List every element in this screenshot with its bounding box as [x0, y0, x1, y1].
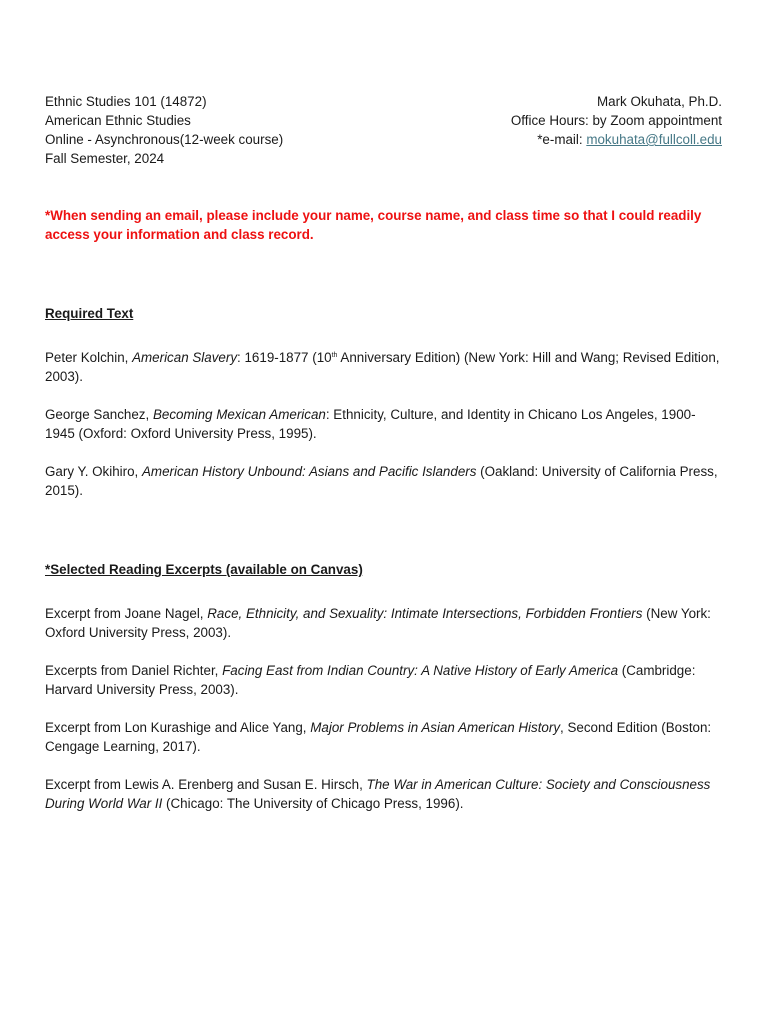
- syllabus-page: [45, 92, 722, 813]
- entry-author: Excerpt from Joane Nagel,: [45, 606, 208, 621]
- email-line: [511, 130, 722, 149]
- entry-details: : Ethnicity, Culture, and Identity in Chicano Los Angeles, 1900-1945 (Oxford: Oxford University Press, 1995).: [45, 407, 696, 441]
- entry-author: Excerpts from Daniel Richter,: [45, 663, 223, 678]
- entry-author: Peter Kolchin,: [45, 350, 133, 365]
- entry-details: (Cambridge: Harvard University Press, 2003).: [45, 663, 696, 697]
- office-hours: Office Hours: by Zoom appointment: [510, 113, 722, 128]
- course-header: [45, 92, 722, 168]
- entry-details: (Oakland: University of California Press, 2015).: [45, 464, 718, 498]
- course-info: [45, 92, 283, 168]
- entry-title: The War in American Culture: Society and Consciousness During World War II: [45, 777, 711, 811]
- excerpt-entry: [45, 604, 722, 642]
- course-semester: Fall Semester, 2024: [45, 151, 165, 166]
- excerpt-entry: [45, 661, 722, 699]
- course-name: American Ethnic Studies: [45, 113, 191, 128]
- required-text-heading: Required Text: [45, 306, 134, 321]
- entry-details: : 1619-1877 (10: [237, 350, 332, 365]
- entry-title: American History Unbound: Asians and Pacific Islanders: [142, 464, 477, 479]
- reading-excerpts-heading: *Selected Reading Excerpts (available on Canvas): [45, 562, 363, 577]
- entry-details: (New York: Oxford University Press, 2003).: [45, 606, 711, 640]
- entry-title: Becoming Mexican American: [152, 407, 326, 422]
- required-text-entry: [45, 462, 722, 500]
- entry-title: Major Problems in Asian American History: [310, 720, 561, 735]
- entry-author: Gary Y. Okihiro,: [45, 464, 142, 479]
- entry-author: Excerpt from Lewis A. Erenberg and Susan E. Hirsch,: [45, 777, 367, 792]
- entry-details-continued: Anniversary Edition) (New York: Hill and Wang; Revised Edition, 2003).: [45, 350, 720, 384]
- excerpt-entry: [45, 775, 722, 813]
- entry-author: George Sanchez,: [45, 407, 153, 422]
- email-label: *e-mail:: [537, 132, 587, 147]
- email-link[interactable]: mokuhata@fullcoll.edu: [586, 132, 722, 147]
- reading-excerpts-list: [45, 604, 722, 813]
- ordinal-suffix: th: [331, 352, 338, 359]
- course-number: Ethnic Studies 101 (14872): [45, 94, 207, 109]
- required-text-entry: [45, 405, 722, 443]
- entry-author: Excerpt from Lon Kurashige and Alice Yang,: [45, 720, 311, 735]
- email-notice: *When sending an email, please include your name, course name, and class time so that I could readily access your information and class record.: [45, 208, 702, 242]
- entry-title: American Slavery: [132, 350, 238, 365]
- course-format: Online - Asynchronous(12-week course): [45, 132, 284, 147]
- entry-title: Race, Ethnicity, and Sexuality: Intimate Intersections, Forbidden Frontiers: [207, 606, 643, 621]
- instructor-name: Mark Okuhata, Ph.D.: [596, 94, 722, 109]
- required-text-list: [45, 348, 722, 500]
- instructor-info: [511, 92, 722, 168]
- entry-details: (Chicago: The University of Chicago Press, 1996).: [162, 796, 464, 811]
- entry-details: , Second Edition (Boston: Cengage Learning, 2017).: [45, 720, 712, 754]
- entry-title: Facing East from Indian Country: A Native History of Early America: [222, 663, 619, 678]
- required-text-entry: [45, 348, 722, 386]
- excerpt-entry: [45, 718, 722, 756]
